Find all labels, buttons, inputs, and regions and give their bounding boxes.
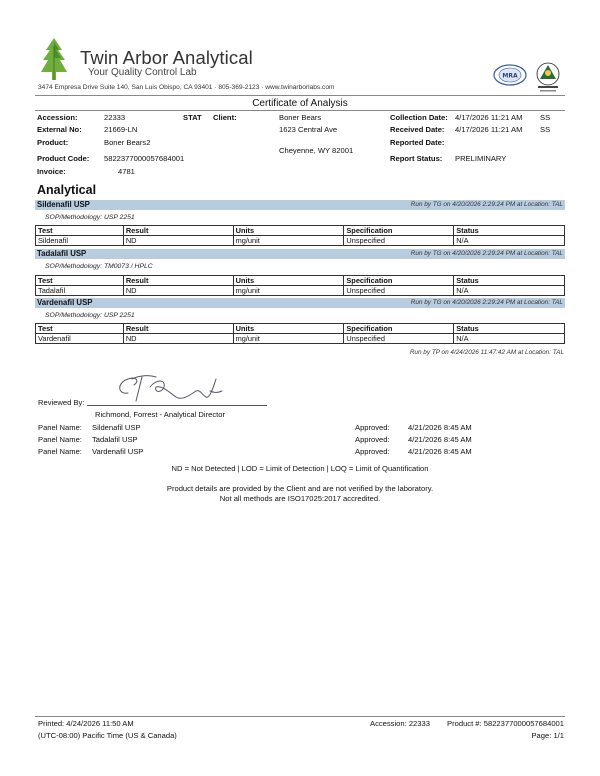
invoice-label: Invoice: xyxy=(37,167,66,176)
panel-run-info: Run by TG on 4/20/2026 2:29:24 PM at Location: TAL xyxy=(410,299,563,306)
approved-panel-name: Tadalafil USP xyxy=(92,435,138,444)
reviewed-by-label: Reviewed By: xyxy=(38,398,85,407)
approved-panel-name: Sildenafil USP xyxy=(92,423,141,432)
tree-logo-icon xyxy=(40,36,68,84)
product-label: Product: xyxy=(37,138,69,147)
svg-text:MRA: MRA xyxy=(502,72,518,80)
cell-specification: Unspecified xyxy=(344,236,454,246)
col-header-status: Status xyxy=(454,324,565,334)
ilac-mra-icon xyxy=(494,65,526,85)
approved-label: Approved: xyxy=(355,435,390,444)
cell-status: N/A xyxy=(454,236,565,246)
panel-sop: SOP/Methodology: USP 2251 xyxy=(45,312,135,319)
client-label: Client: xyxy=(213,113,237,122)
external-no-label: External No: xyxy=(37,125,82,134)
results-table-tadalafil xyxy=(35,275,565,296)
table-header-row xyxy=(36,324,565,334)
header-rule xyxy=(35,95,565,96)
external-no-value: 21669-LN xyxy=(104,125,138,134)
lab-tagline: Your Quality Control Lab xyxy=(88,67,197,78)
panel-sop: SOP/Methodology: TM0073 / HPLC xyxy=(45,263,153,270)
cell-test: Vardenafil xyxy=(36,334,124,344)
product-code-value: 5822377000057684001 xyxy=(104,154,185,163)
cell-specification: Unspecified xyxy=(344,286,454,296)
collection-code: SS xyxy=(540,113,551,122)
title-rule xyxy=(35,110,565,111)
timezone: (UTC-08:00) Pacific Time (US & Canada) xyxy=(38,731,177,740)
approved-label: Approved: xyxy=(355,423,390,432)
client-address-line1: 1623 Central Ave xyxy=(279,125,338,134)
table-header-row xyxy=(36,276,565,286)
col-header-status: Status xyxy=(454,226,565,236)
printed-timestamp: Printed: 4/24/2026 11:50 AM xyxy=(38,719,134,728)
approved-date: 4/21/2026 8:45 AM xyxy=(408,435,472,444)
accession-value: 22333 xyxy=(104,113,126,122)
col-header-specification: Specification xyxy=(344,276,454,286)
reviewer-name: Richmond, Forrest - Analytical Director xyxy=(95,410,225,419)
col-header-test: Test xyxy=(36,276,124,286)
cell-status: N/A xyxy=(454,286,565,296)
col-header-test: Test xyxy=(36,324,124,334)
stat-flag: STAT xyxy=(183,113,202,122)
panel-name-label: Panel Name: xyxy=(38,435,82,444)
collection-date-value: 4/17/2026 11:21 AM xyxy=(455,113,523,122)
invoice-value: 4781 xyxy=(118,167,135,176)
pjla-icon xyxy=(537,63,559,92)
page-number: Page: 1/1 xyxy=(531,731,564,740)
table-row xyxy=(36,286,565,296)
disclaimer-line2: Not all methods are ISO17025:2017 accredited. xyxy=(219,494,381,503)
reported-date-label: Reported Date: xyxy=(390,138,445,147)
approved-date: 4/21/2026 8:45 AM xyxy=(408,423,472,432)
cell-status: N/A xyxy=(454,334,565,344)
signature-line xyxy=(87,405,267,406)
accreditation-logos xyxy=(490,60,570,94)
panel-run-info: Run by TG on 4/20/2026 2:29:24 PM at Location: TAL xyxy=(410,250,563,257)
panel-header-sildenafil xyxy=(35,200,565,210)
cell-test: Tadalafil xyxy=(36,286,124,296)
col-header-units: Units xyxy=(233,226,344,236)
received-code: SS xyxy=(540,125,551,134)
lab-name: Twin Arbor Analytical xyxy=(80,47,253,68)
client-address-line2: Cheyenne, WY 82001 xyxy=(279,146,354,155)
collection-date-label: Collection Date: xyxy=(390,113,448,122)
final-run-info: Run by TP on 4/24/2026 11:47:42 AM at Location: TAL xyxy=(409,349,564,356)
col-header-status: Status xyxy=(454,276,565,286)
panel-header-tadalafil xyxy=(35,249,565,259)
analytical-heading: Analytical xyxy=(37,183,97,197)
col-header-units: Units xyxy=(233,324,344,334)
footer-product-number: Product #: 5822377000057684001 xyxy=(447,719,564,728)
col-header-result: Result xyxy=(123,276,233,286)
handwritten-signature xyxy=(110,371,230,407)
approved-date: 4/21/2026 8:45 AM xyxy=(408,447,472,456)
received-date-label: Received Date: xyxy=(390,125,445,134)
cell-units: mg/unit xyxy=(233,286,344,296)
col-header-result: Result xyxy=(123,226,233,236)
panel-sop: SOP/Methodology: USP 2251 xyxy=(45,214,135,221)
received-date-value: 4/17/2026 11:21 AM xyxy=(455,125,523,134)
report-status-value: PRELIMINARY xyxy=(455,154,507,163)
panel-header-vardenafil xyxy=(35,298,565,308)
abbreviation-legend: ND = Not Detected | LOD = Limit of Detection | LOQ = Limit of Quantification xyxy=(171,464,429,473)
lab-address: 3474 Empresa Drive Suite 140, San Luis Obispo, CA 93401 · 805-369-2123 · www.twinarborlabs.com xyxy=(38,84,335,91)
col-header-units: Units xyxy=(233,276,344,286)
panel-name: Vardenafil USP xyxy=(37,298,93,307)
product-code-label: Product Code: xyxy=(37,154,90,163)
panel-name-label: Panel Name: xyxy=(38,447,82,456)
cell-units: mg/unit xyxy=(233,334,344,344)
cell-result: ND xyxy=(123,286,233,296)
panel-name-label: Panel Name: xyxy=(38,423,82,432)
cell-result: ND xyxy=(123,334,233,344)
footer-accession: Accession: 22333 xyxy=(370,719,430,728)
table-header-row xyxy=(36,226,565,236)
product-value: Boner Bears2 xyxy=(104,138,151,147)
report-status-label: Report Status: xyxy=(390,154,443,163)
cell-result: ND xyxy=(123,236,233,246)
cell-units: mg/unit xyxy=(233,236,344,246)
approved-panel-name: Vardenafil USP xyxy=(92,447,144,456)
accession-label: Accession: xyxy=(37,113,78,122)
panel-name: Sildenafil USP xyxy=(37,200,90,209)
col-header-result: Result xyxy=(123,324,233,334)
footer-rule xyxy=(35,716,565,717)
col-header-specification: Specification xyxy=(344,226,454,236)
cell-specification: Unspecified xyxy=(344,334,454,344)
results-table-vardenafil xyxy=(35,323,565,344)
client-name: Boner Bears xyxy=(279,113,322,122)
panel-run-info: Run by TG on 4/20/2026 2:29:24 PM at Location: TAL xyxy=(410,201,563,208)
results-table-sildenafil xyxy=(35,225,565,246)
col-header-test: Test xyxy=(36,226,124,236)
table-row xyxy=(36,236,565,246)
table-row xyxy=(36,334,565,344)
cell-test: Sildenafil xyxy=(36,236,124,246)
document-title: Certificate of Analysis xyxy=(252,98,348,109)
approved-label: Approved: xyxy=(355,447,390,456)
panel-name: Tadalafil USP xyxy=(37,249,87,258)
col-header-specification: Specification xyxy=(344,324,454,334)
disclaimer-line1: Product details are provided by the Client and are not verified by the laboratory. xyxy=(166,484,434,493)
